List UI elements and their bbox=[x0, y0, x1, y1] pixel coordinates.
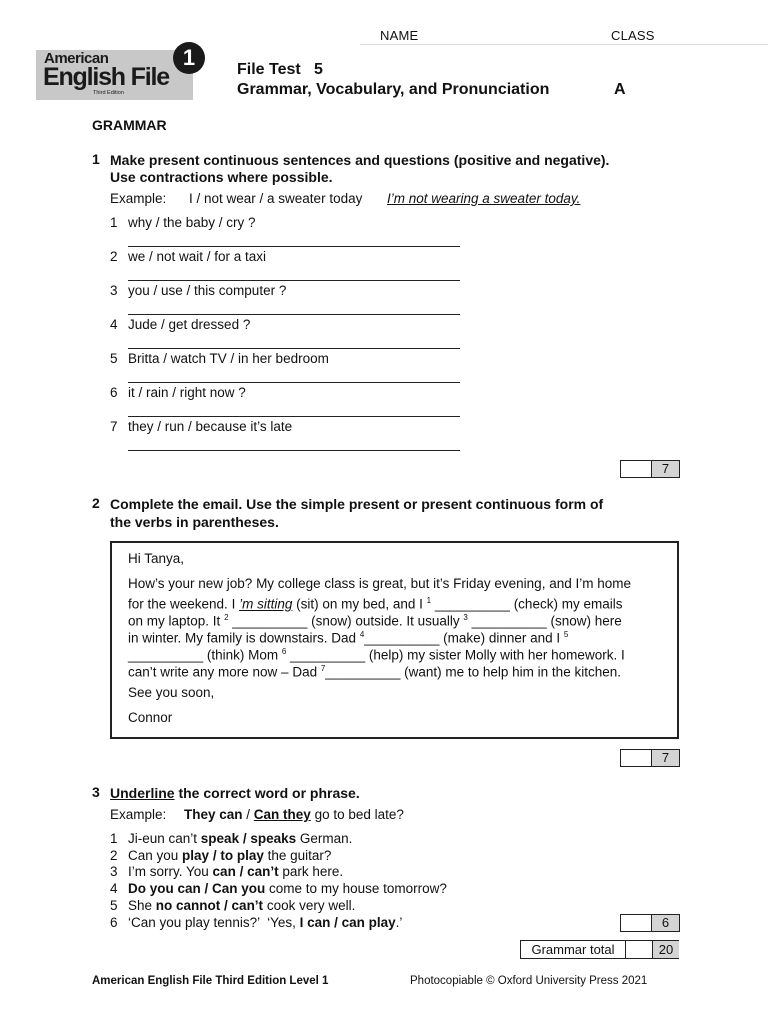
q3-item-text: come to my house tomorrow? bbox=[265, 881, 447, 896]
email-greeting: Hi Tanya, bbox=[128, 551, 185, 566]
test-title: File Test 5 bbox=[237, 61, 323, 78]
email-gap[interactable]: __________ (snow) here bbox=[467, 613, 622, 629]
q1-answer-line[interactable] bbox=[128, 416, 460, 417]
logo-edition: Third Edition bbox=[93, 90, 124, 96]
q1-score-box bbox=[620, 460, 680, 478]
q3-item bbox=[128, 864, 343, 879]
q3-example-option: They can bbox=[184, 807, 243, 822]
gap-number: 6 bbox=[281, 647, 287, 656]
q3-item-number: 1 bbox=[110, 831, 118, 846]
q3-item-text: park here. bbox=[278, 864, 344, 879]
email-gap[interactable]: __________ (check) my emails bbox=[431, 596, 623, 612]
q1-item-prompt: you / use / this computer ? bbox=[128, 283, 287, 298]
grammar-total-label: Grammar total bbox=[521, 941, 626, 958]
q3-item-text: German. bbox=[296, 831, 353, 846]
grammar-total-entry[interactable] bbox=[626, 941, 651, 958]
logo-english-file: English File bbox=[43, 63, 169, 91]
q2-score-max: 7 bbox=[652, 750, 679, 766]
q3-option-a[interactable]: can bbox=[212, 864, 236, 879]
email-gap[interactable]: __________ (make) dinner and I bbox=[364, 630, 564, 646]
q3-item bbox=[128, 915, 402, 930]
test-subtitle: Grammar, Vocabulary, and Pronunciation bbox=[237, 81, 550, 98]
q3-item bbox=[128, 831, 352, 846]
footer-copyright: Photocopiable © Oxford University Press 2021 bbox=[410, 975, 648, 987]
q1-example-prompt: I / not wear / a sweater today bbox=[189, 191, 363, 206]
q1-item-number: 1 bbox=[110, 215, 118, 230]
q3-item-text: .’ bbox=[395, 915, 403, 930]
q3-item-number: 4 bbox=[110, 881, 118, 896]
q2-number: 2 bbox=[92, 495, 100, 511]
q1-item-number: 2 bbox=[110, 249, 118, 264]
q1-answer-line[interactable] bbox=[128, 348, 460, 349]
q1-item-number: 4 bbox=[110, 317, 118, 332]
q3-item-text: ‘Can you play tennis?’ ‘Yes, bbox=[128, 915, 300, 930]
q3-option-b[interactable]: to play bbox=[220, 848, 264, 863]
email-closing: See you soon, bbox=[128, 685, 215, 700]
q1-example-answer: I’m not wearing a sweater today. bbox=[387, 191, 581, 206]
q3-item-text: cook very well. bbox=[263, 898, 356, 913]
q1-instruction-line2: Use contractions where possible. bbox=[110, 169, 333, 185]
footer-title: American English File Third Edition Level 1 bbox=[92, 975, 329, 987]
grammar-total-value: 20 bbox=[652, 941, 679, 958]
q2-instruction-line1: Complete the email. Use the simple present or present continuous form of bbox=[110, 496, 604, 512]
q1-item-number: 7 bbox=[110, 419, 118, 434]
q3-example-option-correct: Can they bbox=[253, 807, 311, 822]
email-text: in winter. My family is downstairs. Dad bbox=[128, 630, 360, 646]
q3-example bbox=[184, 807, 404, 822]
q3-number: 3 bbox=[92, 784, 100, 800]
email-example-answer: ’m sitting bbox=[239, 596, 293, 612]
q3-option-sep: / bbox=[330, 915, 342, 930]
q3-item-number: 5 bbox=[110, 898, 118, 913]
q3-option-sep: / bbox=[209, 848, 221, 863]
email-text: can’t write any more now – Dad bbox=[128, 664, 321, 680]
q3-option-b[interactable]: speaks bbox=[250, 831, 297, 846]
q3-option-b[interactable]: Can you bbox=[212, 881, 266, 896]
q3-option-a[interactable]: no cannot bbox=[155, 898, 221, 913]
q3-score-box bbox=[620, 914, 680, 932]
q3-item bbox=[128, 848, 331, 863]
q1-number: 1 bbox=[92, 151, 100, 167]
q3-option-a[interactable]: Do you can bbox=[128, 881, 201, 896]
q3-option-sep: / bbox=[239, 831, 251, 846]
email-gap[interactable]: __________ (think) Mom bbox=[128, 647, 282, 663]
q3-option-b[interactable]: can play bbox=[341, 915, 396, 930]
logo-american: American bbox=[44, 50, 109, 67]
q1-answer-line[interactable] bbox=[128, 382, 460, 383]
q3-option-sep: / bbox=[200, 881, 213, 896]
email-gap[interactable]: __________ (snow) outside. It usually bbox=[228, 613, 464, 629]
class-label: CLASS bbox=[611, 28, 655, 43]
q1-item-prompt: Jude / get dressed ? bbox=[128, 317, 251, 332]
score-entry[interactable] bbox=[621, 461, 652, 477]
email-line-1: How’s your new job? My college class is great, but it’s Friday evening, and I’m home bbox=[128, 576, 631, 591]
email-text: on my laptop. It bbox=[128, 613, 225, 629]
gap-number: 4 bbox=[359, 630, 365, 639]
q3-option-sep: / bbox=[235, 864, 248, 879]
q3-option-a[interactable]: play bbox=[182, 848, 210, 863]
q3-item-text: I’m sorry. You bbox=[128, 864, 213, 879]
email-signature: Connor bbox=[128, 710, 173, 725]
name-label: NAME bbox=[380, 28, 419, 43]
q1-answer-line[interactable] bbox=[128, 280, 460, 281]
logo-level-badge: 1 bbox=[173, 42, 205, 74]
q3-example-sep: / bbox=[242, 807, 254, 822]
q3-item bbox=[128, 898, 355, 913]
q3-score-max: 6 bbox=[652, 915, 679, 931]
q3-item-text: Can you bbox=[128, 848, 183, 863]
score-entry[interactable] bbox=[621, 750, 652, 766]
email-line-6 bbox=[128, 660, 621, 681]
gap-number: 2 bbox=[224, 613, 229, 622]
q3-option-sep: / bbox=[220, 898, 232, 913]
q3-example-label: Example: bbox=[110, 807, 167, 822]
q2-score-box bbox=[620, 749, 680, 767]
q3-instruction-rest: the correct word or phrase. bbox=[174, 785, 360, 801]
q3-instruction bbox=[110, 784, 360, 802]
name-class-line bbox=[360, 44, 768, 45]
q3-item-text: She bbox=[128, 898, 156, 913]
section-heading: GRAMMAR bbox=[92, 117, 167, 133]
q3-instruction-underline: Underline bbox=[110, 785, 175, 801]
q3-item-number: 3 bbox=[110, 864, 118, 879]
q1-instruction-line1: Make present continuous sentences and questions (positive and negative). bbox=[110, 152, 610, 168]
score-entry[interactable] bbox=[621, 915, 652, 931]
q1-example-label: Example: bbox=[110, 191, 167, 206]
email-text: for the weekend. I bbox=[128, 596, 240, 612]
q3-option-b[interactable]: can’t bbox=[247, 864, 279, 879]
email-gap[interactable]: __________ (help) my sister Molly with her homework. I bbox=[286, 647, 625, 663]
q3-item-text: Ji-eun can’t bbox=[128, 831, 201, 846]
gap-number: 5 bbox=[563, 630, 569, 639]
q1-item-number: 6 bbox=[110, 385, 118, 400]
q1-answer-line[interactable] bbox=[128, 246, 460, 247]
q2-instruction-line2: the verbs in parentheses. bbox=[110, 514, 279, 530]
q3-item-number: 6 bbox=[110, 915, 118, 930]
q1-item-number: 5 bbox=[110, 351, 118, 366]
q1-item-prompt: it / rain / right now ? bbox=[128, 385, 246, 400]
q1-answer-line[interactable] bbox=[128, 450, 460, 451]
grammar-total-box bbox=[520, 940, 679, 959]
q3-option-a[interactable]: I can bbox=[299, 915, 331, 930]
q3-example-rest: go to bed late? bbox=[310, 807, 404, 822]
email-gap[interactable]: __________ (want) me to help him in the kitchen. bbox=[325, 664, 621, 680]
email-text: (sit) on my bed, and I bbox=[292, 596, 427, 612]
test-version: A bbox=[614, 81, 626, 98]
gap-number: 1 bbox=[426, 596, 432, 605]
q3-item-text: the guitar? bbox=[263, 848, 332, 863]
q1-item-prompt: they / run / because it’s late bbox=[128, 419, 293, 434]
gap-number: 7 bbox=[320, 664, 326, 673]
q3-option-a[interactable]: speak bbox=[200, 831, 240, 846]
q3-item-number: 2 bbox=[110, 848, 118, 863]
gap-number: 3 bbox=[463, 613, 468, 622]
q3-item bbox=[128, 881, 447, 896]
q3-option-b[interactable]: can’t bbox=[231, 898, 264, 913]
q1-answer-line[interactable] bbox=[128, 314, 460, 315]
q1-item-prompt: we / not wait / for a taxi bbox=[128, 249, 267, 264]
q1-item-prompt: why / the baby / cry ? bbox=[128, 215, 256, 230]
q1-item-prompt: Britta / watch TV / in her bedroom bbox=[128, 351, 329, 366]
q1-item-number: 3 bbox=[110, 283, 118, 298]
q1-score-max: 7 bbox=[652, 461, 679, 477]
